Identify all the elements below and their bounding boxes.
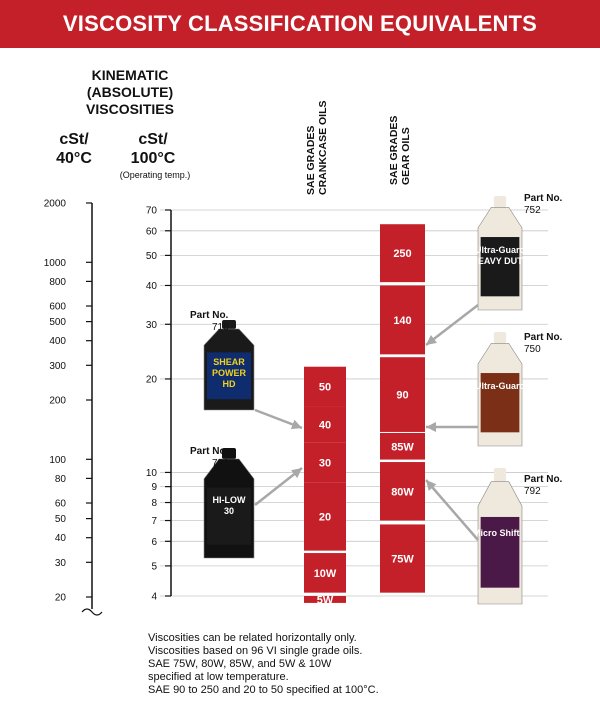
grade-label: 90: [396, 389, 409, 402]
footnote-line: Viscosities can be related horizontally only.: [148, 632, 357, 644]
axis-break: [82, 609, 102, 615]
bottle-brand-text: SHEAR: [213, 357, 245, 367]
gear-header-line: SAE GRADES: [388, 115, 400, 185]
cst40-header: [38, 130, 110, 168]
grade-label: 80W: [391, 486, 414, 499]
kinematic-header-line: VISCOSITIES: [86, 101, 174, 117]
kinematic-header-line: (ABSOLUTE): [86, 84, 174, 100]
product-bottle-752: [471, 196, 528, 310]
bottle-cap: [494, 196, 506, 207]
part-label-752: [524, 193, 562, 217]
cst40-tick-label: 500: [49, 317, 66, 329]
cst100-tick-label: 60: [145, 226, 157, 238]
bottle-brand-text: Micro Shift II: [473, 528, 527, 538]
kinematic-header-line: KINEMATIC: [91, 67, 169, 83]
crankcase-column-header: [305, 100, 329, 195]
cst100-tick-label: 4: [151, 591, 157, 603]
grade-label: 85W: [391, 441, 414, 454]
part-label-text: Part No.: [524, 332, 563, 343]
cst40-tick-label: 400: [49, 336, 66, 348]
grade-label: 250: [393, 248, 412, 261]
bottle-brand-text: HEAVY DUTY: [471, 256, 529, 266]
bottle-brand-text: HI-LOW: [212, 495, 246, 505]
cst40-tick-label: 800: [49, 276, 66, 288]
cst100-header-line: 100°C: [130, 150, 176, 167]
grade-label: 140: [393, 314, 412, 327]
cst40-tick-label: 100: [49, 454, 66, 466]
cst100-tick-label: 9: [151, 482, 157, 494]
footnote-line: SAE 75W, 80W, 85W, and 5W & 10W: [148, 658, 332, 670]
part-number: 716: [212, 322, 229, 333]
pointer-arrow-line: [426, 480, 478, 540]
cst100-tick-label: 5: [151, 561, 157, 573]
product-bottle-750: [475, 332, 525, 446]
part-number: 792: [524, 486, 541, 497]
cst100-tick-label: 20: [145, 374, 157, 386]
cst40-tick-label: 60: [54, 498, 66, 510]
bottle-cap: [494, 332, 506, 343]
cst40-header-line: cSt/: [59, 131, 89, 148]
part-label-text: Part No.: [524, 193, 563, 204]
cst100-tick-label: 70: [145, 205, 157, 217]
gear-header-line: GEAR OILS: [400, 127, 412, 185]
bottle-brand-text: 30: [223, 506, 235, 516]
part-number: 752: [524, 205, 541, 216]
footnote-line: specified at low temperature.: [148, 671, 289, 683]
bottle-brand-text: Ultra-Guard: [474, 245, 526, 255]
cst100-tick-label: 40: [145, 280, 157, 292]
cst40-tick-label: 600: [49, 301, 66, 313]
part-label-750: [524, 332, 562, 356]
part-label-716: [190, 310, 229, 334]
pointer-arrow-head: [426, 422, 436, 432]
cst40-tick-label: 80: [54, 473, 66, 485]
grade-label: 50: [318, 381, 332, 394]
cst40-tick-label: 40: [54, 533, 66, 545]
cst40-tick-label: 300: [49, 360, 66, 372]
grade-label: 40: [318, 419, 332, 432]
cst100-header: [116, 130, 190, 168]
footnotes: [148, 632, 379, 697]
part-number: 730: [212, 458, 229, 469]
part-label-text: Part No.: [190, 446, 229, 457]
bottle-brand-text: POWER: [211, 368, 247, 378]
part-label-text: Part No.: [190, 310, 229, 321]
product-bottle-792: [473, 468, 527, 604]
part-label-730: [190, 446, 229, 470]
gear-column-header: [388, 116, 412, 185]
grade-label: 5W: [316, 594, 334, 607]
bottle-cap: [494, 468, 506, 482]
bottle-brand-text: Ultra-Guard: [474, 381, 526, 391]
gear-bars: [380, 224, 425, 592]
part-number: 750: [524, 344, 541, 355]
footnote-line: SAE 90 to 250 and 20 to 50 specified at 100°C.: [148, 684, 379, 696]
cst40-tick-label: 30: [54, 557, 66, 569]
grade-label: 75W: [391, 553, 414, 566]
page-title: VISCOSITY CLASSIFICATION EQUIVALENTS: [62, 11, 538, 36]
operating-temp-note: (Operating temp.): [119, 170, 191, 180]
cst100-tick-label: 50: [145, 250, 157, 262]
cst100-tick-label: 8: [151, 498, 157, 510]
cst100-tick-label: 7: [151, 516, 157, 528]
cst100-tick-label: 6: [151, 536, 157, 548]
cst100-header-line: cSt/: [138, 131, 168, 148]
part-label-792: [524, 474, 562, 498]
cst40-header-line: 40°C: [56, 150, 92, 167]
crankcase-header-line: CRANKCASE OILS: [317, 100, 329, 195]
cst40-tick-label: 50: [54, 514, 66, 526]
kinematic-header: [70, 67, 190, 118]
crankcase-bars: [304, 367, 346, 607]
cst40-tick-label: 200: [49, 395, 66, 407]
cst100-tick-label: 10: [145, 467, 157, 479]
crankcase-header-line: SAE GRADES: [305, 125, 317, 195]
cst100-tick-label: 30: [145, 319, 157, 331]
grade-label: 30: [318, 457, 332, 470]
cst40-tick-label: 1000: [43, 257, 66, 269]
part-label-text: Part No.: [524, 474, 563, 485]
grade-label: 10W: [313, 567, 337, 580]
grade-label: 20: [318, 511, 332, 524]
footnote-line: Viscosities based on 96 VI single grade oils.: [148, 645, 363, 657]
cst40-tick-label: 20: [54, 592, 66, 604]
bottle-brand-text: HD: [222, 379, 236, 389]
cst40-tick-label: 2000: [43, 198, 66, 210]
